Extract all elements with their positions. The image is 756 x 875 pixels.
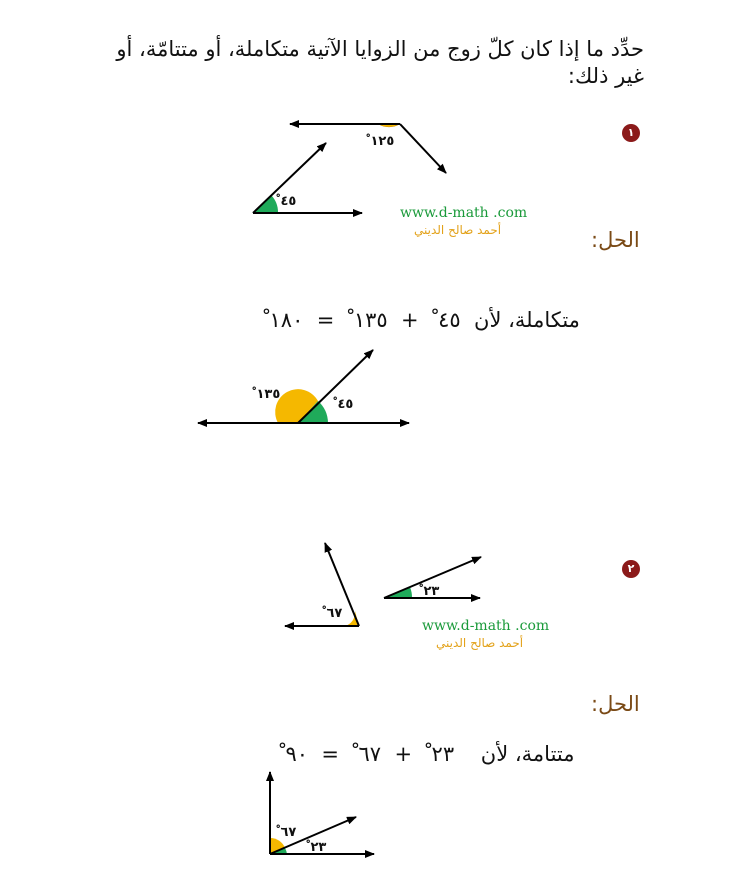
angle-label-23: ٢٣ ْ xyxy=(419,584,440,599)
watermark-url: www.d-math .com xyxy=(400,205,528,221)
combined-label-135: ١٣٥ ْ xyxy=(252,387,281,402)
watermark-author: أحمد صالح الديني xyxy=(414,223,502,237)
combined-label-23: ٢٣ ْ xyxy=(306,840,327,855)
angle-label-125: ١٢٥ ْ xyxy=(366,134,395,149)
solution-label-2: الحل: xyxy=(591,692,640,716)
combined-label-67: ٦٧ ْ xyxy=(276,825,297,840)
equation-text-2: متتامة، لأن ٢٣ ْ + ٦٧ ْ = ٩٠ ْ xyxy=(279,742,575,766)
problem-2-number-badge: ٢ xyxy=(622,560,640,578)
equation-text: متكاملة، لأن ٤٥ ْ + ١٣٥ ْ = ١٨٠ ْ xyxy=(263,308,580,332)
watermark-url-2: www.d-math .com xyxy=(422,618,550,634)
angle-label-45: ٤٥ ْ xyxy=(276,194,297,209)
angle-label-67: ٦٧ ْ xyxy=(322,606,343,621)
question-text: حدِّد ما إذا كان كلّ زوج من الزوايا الآتية متكاملة، أو متتامّة، أو غير ذلك: xyxy=(116,37,644,88)
combined-label-45: ٤٥ ْ xyxy=(333,397,354,412)
watermark-author-2: أحمد صالح الديني xyxy=(436,636,524,650)
problem-1-number-badge: ١ xyxy=(622,124,640,142)
solution-label-1: الحل: xyxy=(591,228,640,252)
solution-equation-1 xyxy=(250,284,580,332)
solution-equation-2 xyxy=(266,718,575,766)
